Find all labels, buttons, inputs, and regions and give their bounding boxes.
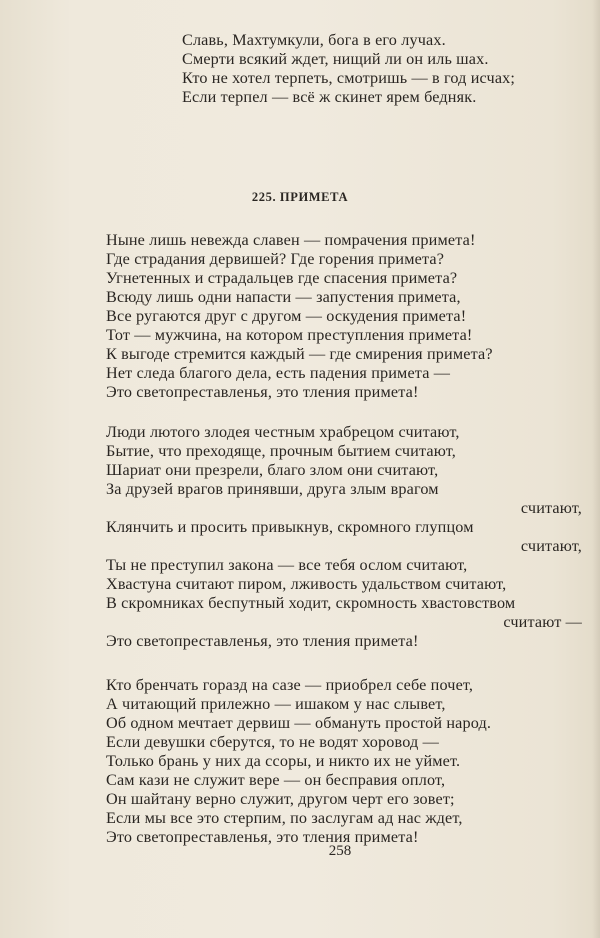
page-number: 258 [328, 843, 352, 859]
verse-line: За друзей врагов принявши, друга злым врагом [106, 480, 439, 498]
refrain-line: Это светопреставленья, это тления примета! [106, 632, 419, 650]
verse-line: Тот — мужчина, на котором преступления примета! [106, 326, 473, 344]
verse-line: К выгоде стремится каждый — где смирения примета? [106, 345, 493, 363]
verse-line: Бытие, что преходяще, прочным бытием считают, [106, 442, 456, 460]
verse-line: Кто не хотел терпеть, смотришь — в год исчах; [182, 69, 516, 87]
verse-line: Если терпел — всё ж скинет ярем бедняк. [182, 88, 477, 106]
verse-line: Если девушки сберутся, то не водят хоровод — [106, 733, 439, 751]
verse-line: Угнетенных и страдальцев где спасения примета? [106, 269, 458, 287]
verse-line: А читающий прилежно — ишаком у нас слывет, [106, 695, 446, 713]
verse-line: Клянчить и просить привыкнув, скромного глупцом [106, 518, 474, 536]
refrain-line: Это светопреставленья, это тления примета! [106, 383, 419, 401]
verse-line: Об одном мечтает дервиш — обмануть простой народ. [106, 714, 492, 732]
verse-line: Если мы все это стерпим, по заслугам ад нас ждет, [106, 809, 463, 827]
verse-line: Всюду лишь одни напасти — запустения примета, [106, 288, 461, 306]
poem-title: 225. ПРИМЕТА [251, 190, 349, 204]
verse-line: Только брань у них да ссоры, и никто их не уймет. [106, 752, 461, 770]
verse-line: Кто бренчать горазд на сазе — приобрел себе почет, [106, 676, 474, 694]
page-edge-shadow [592, 0, 600, 938]
verse-line: Где страдания дервишей? Где горения примета? [106, 250, 445, 268]
verse-line: Сам кази не служит вере — он бесправия оплот, [106, 771, 446, 789]
verse-line: Нет следа благого дела, есть падения примета — [106, 364, 451, 382]
verse-line: Все ругаются друг с другом — оскудения примета! [106, 307, 467, 325]
verse-line: Смерти всякий ждет, нищий ли он иль шах. [182, 50, 489, 68]
verse-line: В скромниках беспутный ходит, скромность хвастовством [106, 594, 516, 612]
verse-line: Славь, Махтумкули, бога в его лучах. [182, 31, 446, 49]
verse-line-continuation: считают, [520, 537, 582, 555]
verse-line: Ты не преступил закона — все тебя ослом считают, [106, 556, 468, 574]
verse-line: Хвастуна считают пиром, лживость удальством считают, [106, 575, 507, 593]
refrain-line: Это светопреставленья, это тления примета! [106, 828, 419, 846]
verse-line: Ныне лишь невежда славен — помрачения примета! [106, 231, 476, 249]
verse-line: Люди лютого злодея честным храбрецом считают, [106, 423, 460, 441]
verse-line-continuation: считают, [520, 499, 582, 517]
verse-line-continuation: считают — [503, 613, 582, 631]
verse-line: Он шайтану верно служит, другом черт его зовет; [106, 790, 455, 808]
verse-line: Шариат они презрели, благо злом они считают, [106, 461, 439, 479]
